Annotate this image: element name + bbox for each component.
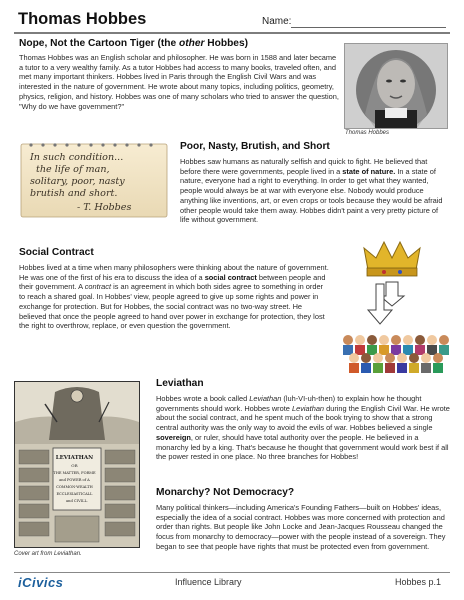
intro-paragraph: Thomas Hobbes was an English scholar and philosopher. He was born in 1588 and later became a tutor to a very wealthy family. As a tutor Hobbes had access to many books, traveled often, and met many important thinkers. Hobbes lived in Paris through the English Civil Wars and was interested in the nature of government. He wrote about many topics, including politics, geometry, physics, religion, and history. Hobbes was one of many scholars who tried to answer the question, "Why do we have government?" [19, 53, 339, 111]
quote-notepad [19, 141, 169, 219]
icivics-logo: iCivics [18, 575, 64, 590]
cover-title-line: and CIVILL. [66, 499, 88, 503]
poor-nasty-paragraph: Hobbes saw humans as naturally selfish and quick to fight. He believed that before there were governments, people lived in a state of nature. In a state of nature, everyone had a right to everything. In order to get what they wanted, people would always be at war with everyone else. Nobody would produce anything like inventions, art, or even crops or tools because they would be afraid other people would take them away. Hobbes didn't paint a very pretty picture of life without government. [180, 157, 443, 225]
leviathan-heading: Leviathan [156, 378, 204, 389]
social-contract-paragraph: Hobbes lived at a time when many philosophers were thinking about the nature of government. He was one of the first of his era to discuss the idea of a social contract between people and their government. A contract is an agreement in which both sides agree to something in order to reach a shared goal. In Hobbes' view, people agreed to give up some rights and power in exchange for protection. But for Hobbes, the social contract was no two-way street. He believed that once the people agreed to hand over power in exchange for protection, they lost the right to overthrow, replace, or even question the government. [19, 263, 329, 331]
footer-page-number: Hobbes p.1 [395, 577, 442, 587]
quote-attribution: - T. Hobbes [77, 202, 132, 213]
name-label: Name: [262, 16, 292, 27]
cover-caption: Cover art from Leviathan. [14, 551, 82, 557]
quote-line: the life of man, [36, 164, 110, 175]
monarchy-heading: Monarchy? Not Democracy? [156, 487, 295, 498]
footer-library-label: Influence Library [175, 577, 242, 587]
cover-title-line: ECCLESIASTICALL [56, 492, 93, 496]
crown-people-illustration [340, 240, 452, 375]
footer-divider [14, 572, 450, 573]
portrait-caption: Thomas Hobbes [345, 130, 390, 136]
header-divider [14, 32, 450, 34]
leviathan-cover-image [14, 381, 140, 548]
poor-nasty-heading: Poor, Nasty, Brutish, and Short [180, 141, 330, 152]
intro-heading: Nope, Not the Cartoon Tiger (the other Hobbes) [19, 38, 249, 49]
quote-line: solitary, poor, nasty [30, 176, 125, 187]
hobbes-portrait-image [344, 43, 448, 129]
cover-title-line: and POWER of A [59, 478, 90, 482]
cover-title-line: COMMON-WEALTH [56, 485, 93, 489]
leviathan-paragraph: Hobbes wrote a book called Leviathan (luh-VI-uh-then) to explain how he thought governments should work. Hobbes wrote Leviathan during the English Civil War. He wrote about the social contract, and he spent much of the book trying to show that a strong central authority was the only way to avoid the evils of war. Hobbes believed a single sovereign, or ruler, should have total authority over the people. He believed in a monarchy led by a king. That's because he thought that government would work best if all the power rested in one place. No three branches for Hobbes! [156, 394, 450, 462]
name-field-line[interactable] [291, 27, 446, 28]
quote-line: brutish and short. [30, 188, 118, 199]
cover-title-line: OR [71, 463, 78, 468]
monarchy-paragraph: Many political thinkers—including America's Founding Fathers—built on Hobbes' ideas, especially the idea of a social contract. Hobbes was more concerned with protection and order than rights. But people like John Locke and Jean-Jacques Rousseau changed the focus from monarchy to democracy—power with the people instead of a sovereign. They began to see that people have rights that must be protected even from government. [156, 503, 446, 551]
page-title: Thomas Hobbes [18, 10, 147, 28]
cover-title-line: LEVIATHAN [55, 455, 94, 461]
quote-line: In such condition... [30, 152, 124, 163]
social-contract-heading: Social Contract [19, 247, 94, 258]
cover-title-line: THE MATTER, FORME [53, 471, 96, 475]
